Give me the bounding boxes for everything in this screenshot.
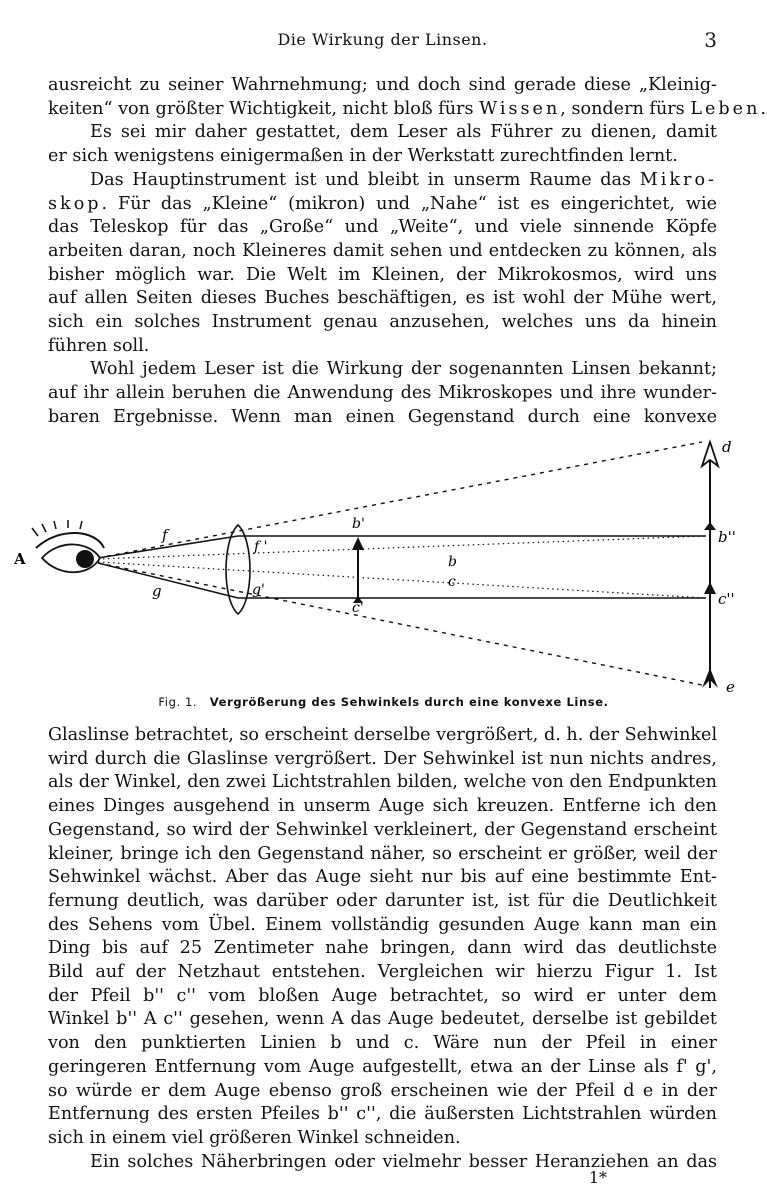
label-b-prime: b' [352, 516, 365, 532]
label-b-dprime: b'' [718, 528, 736, 546]
text-line: von den punktierten Linien b und c. Wäre nun der Pfeil in einer [48, 1033, 717, 1054]
label-f-prime: f ' [254, 539, 268, 555]
text-line: Ding bis auf 25 Zentimeter nahe bringen, dann wird das deutlichste [48, 938, 717, 959]
label-c: c [448, 574, 456, 590]
label-g: g [152, 582, 162, 600]
ray-f [98, 536, 238, 558]
lens-diagram [0, 430, 767, 715]
text-line: Glaslinse betrachtet, so erscheint derselbe vergrößert, d. h. der Sehwinkel [48, 725, 718, 745]
label-c-dprime: c'' [718, 590, 735, 608]
text-line: skop. Für das „Kleine“ (mikron) und „Nahe“ ist es eingerichtet, wie [48, 193, 717, 214]
text-line: auf ihr allein beruhen die Anwendung des Mikroskopes und ihre wunder- [48, 383, 717, 404]
text-line: arbeiten daran, noch Kleineres damit sehen und entdecken zu können, als [48, 240, 717, 261]
text-line: so würde er dem Auge ebenso groß erscheinen wie der Pfeil d e in der [48, 1080, 717, 1101]
text-line: das Teleskop für das „Große“ und „Weite“, und viele sinnende Köpfe [48, 217, 717, 238]
text-line: wird durch die Glaslinse vergrößert. Der Sehwinkel ist nun nichts andres, [48, 748, 717, 769]
text-line: fernung deutlich, was darüber oder darunter ist, ist für die Deutlichkeit [48, 890, 717, 911]
paragraph-5 [48, 724, 717, 1151]
text-line: Sehwinkel wächst. Aber das Auge sieht nur bis auf eine bestimmte Ent- [48, 867, 717, 888]
text-line: Wohl jedem Leser ist die Wirkung der sogenannten Linsen bekannt; [90, 359, 717, 380]
paragraph-3 [48, 169, 717, 359]
text-line: Es sei mir daher gestattet, dem Leser als Führer zu dienen, damit [90, 122, 717, 143]
text-line: Gegenstand, so wird der Sehwinkel verkleinert, der Gegenstand erscheint [48, 819, 717, 840]
page-number: 3 [704, 28, 717, 52]
convex-lens [226, 525, 250, 614]
text-line: Das Hauptinstrument ist und bleibt in unserm Raume das Mikro- [90, 169, 717, 190]
paragraph-4 [48, 358, 717, 429]
text-line: baren Ergebnisse. Wenn man einen Gegenstand durch eine konvexe [48, 406, 717, 427]
text-line: ausreicht zu seiner Wahrnehmung; und doch sind gerade diese „Kleinig- [48, 75, 717, 95]
near-arrow-head [352, 537, 364, 550]
figure-caption-text: Vergrößerung des Sehwinkels durch eine konvexe Linse. [209, 695, 609, 709]
label-e: e [726, 678, 735, 696]
text-line: des Sehens vom Übel. Einem vollständig gesunden Auge kann man ein [48, 914, 717, 935]
text-line: führen soll. [48, 335, 150, 356]
outer-ray-lower [98, 563, 702, 685]
paragraph-2 [48, 121, 717, 168]
label-A: A [14, 550, 26, 568]
text-line: der Pfeil b'' c'' vom bloßen Auge betrachtet, so wird er unter dem [48, 985, 717, 1006]
label-g-prime: g' [252, 582, 265, 598]
outer-ray-upper [98, 442, 702, 558]
text-line: auf allen Seiten dieses Buches beschäftigen, es ist wohl der Mühe wert, [48, 288, 717, 309]
arrow-c-mark [704, 582, 716, 594]
label-f: f [162, 526, 168, 544]
text-line: Winkel b'' A c'' gesehen, wenn A das Auge bedeutet, derselbe ist gebildet [48, 1009, 717, 1030]
figure-caption-label: Fig. 1. [158, 695, 198, 709]
text-line: bisher möglich war. Die Welt im Kleinen, der Mikrokosmos, wird uns [48, 264, 717, 285]
signature-mark: 1* [588, 1168, 607, 1187]
text-line: geringeren Entfernung vom Auge aufgestellt, etwa an der Linse als f' g', [48, 1056, 717, 1077]
text-line: Bild auf der Netzhaut entstehen. Vergleichen wir hierzu Figur 1. Ist [48, 962, 717, 983]
text-line: eines Dinges ausgehend in unserm Auge sich kreuzen. Entferne ich den [48, 796, 717, 817]
ray-c [98, 562, 706, 598]
ray-g [98, 563, 238, 598]
page-header [48, 28, 717, 58]
paragraph-1 [48, 74, 767, 121]
emphasis-word: skop [48, 193, 102, 214]
text-line: sich in einem viel größeren Winkel schneiden. [48, 1127, 461, 1148]
text-line: keiten“ von größter Wichtigkeit, nicht bloß fürs Wissen, sondern fürs Leben. [48, 98, 767, 119]
arrow-b-head [704, 522, 716, 530]
text-line: kleiner, bringe ich den Gegenstand näher, so erscheint er größer, weil der [48, 843, 717, 864]
top-text-block [48, 74, 767, 430]
figure-caption [0, 695, 767, 709]
text-line: als der Winkel, den zwei Lichtstrahlen bilden, welche von den Endpunkten [48, 772, 717, 793]
text-line: sich ein solches Instrument genau anzusehen, welches uns da hinein [48, 312, 717, 333]
emphasis-word: Leben [690, 98, 761, 119]
eye-pupil [76, 550, 94, 568]
emphasis-word: Mikro- [639, 169, 717, 190]
ray-b [98, 536, 706, 559]
figure-1 [0, 430, 767, 715]
paragraph-6 [48, 1151, 717, 1175]
text-line: er sich wenigstens einigermaßen in der Werkstatt zurechtfinden lernt. [48, 146, 678, 167]
text-line: Entfernung des ersten Pfeiles b'' c'', die äußersten Lichtstrahlen würden [48, 1104, 717, 1125]
emphasis-word: Wissen [479, 98, 561, 119]
label-b: b [448, 554, 457, 570]
label-d: d [722, 438, 732, 456]
running-title: Die Wirkung der Linsen. [277, 30, 488, 49]
label-c-prime: c' [352, 600, 364, 616]
text-line: Ein solches Näherbringen oder vielmehr besser Heranziehen an das [90, 1151, 717, 1172]
bottom-text-block [48, 724, 717, 1174]
